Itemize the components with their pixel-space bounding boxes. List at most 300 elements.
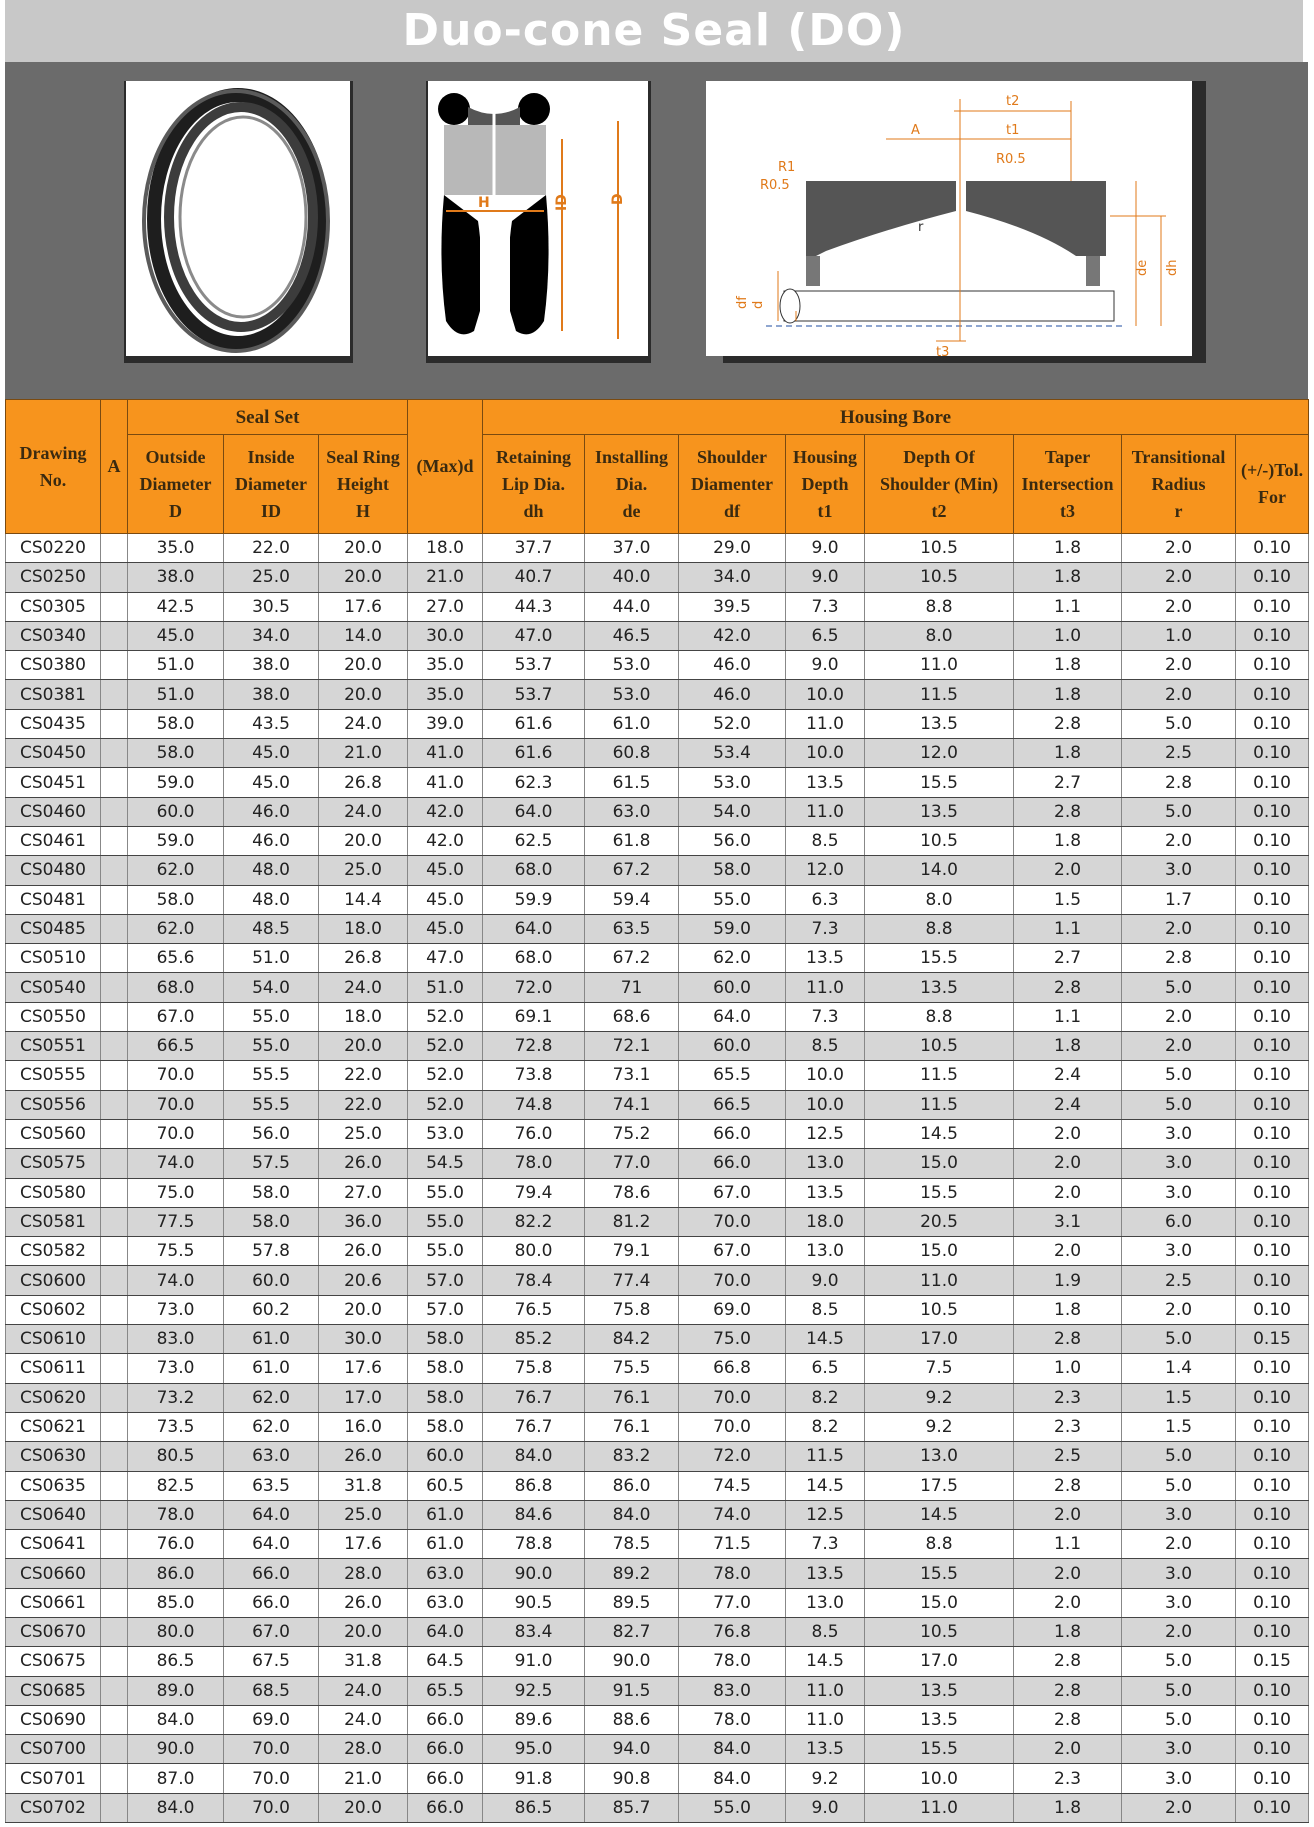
cell-shoulder-diameter: 62.0 [679,944,786,973]
cell-outside-diameter: 84.0 [128,1705,224,1734]
cell-drawing-no: CS0685 [6,1676,101,1705]
label-df: df [735,296,750,309]
cell-drawing-no: CS0581 [6,1207,101,1236]
cell-transitional-radius: 3.0 [1122,1119,1236,1148]
cell-seal-ring-height: 31.8 [319,1471,408,1500]
cell-a [101,739,128,768]
cell-max-d: 58.0 [408,1354,483,1383]
cell-outside-diameter: 78.0 [128,1500,224,1529]
cell-installing-dia: 37.0 [585,534,679,563]
table-row [6,1119,1309,1148]
cell-tolerance: 0.10 [1236,885,1309,914]
cell-tolerance: 0.10 [1236,1119,1309,1148]
cell-depth-of-shoulder: 14.0 [865,856,1014,885]
cell-a [101,1442,128,1471]
cell-taper-intersection: 2.0 [1014,1735,1122,1764]
table-row [6,768,1309,797]
cell-shoulder-diameter: 46.0 [679,651,786,680]
table-row [6,739,1309,768]
cell-a [101,1090,128,1119]
cell-housing-depth: 13.0 [786,1588,865,1617]
cell-drawing-no: CS0641 [6,1530,101,1559]
cell-max-d: 60.5 [408,1471,483,1500]
cell-a [101,1207,128,1236]
cell-shoulder-diameter: 69.0 [679,1295,786,1324]
cell-max-d: 52.0 [408,1090,483,1119]
cell-housing-depth: 9.0 [786,534,865,563]
cell-transitional-radius: 3.0 [1122,1588,1236,1617]
cell-installing-dia: 67.2 [585,944,679,973]
cell-tolerance: 0.10 [1236,1002,1309,1031]
cell-tolerance: 0.15 [1236,1325,1309,1354]
table-row [6,1793,1309,1822]
cell-inside-diameter: 66.0 [224,1588,319,1617]
cell-transitional-radius: 2.0 [1122,1793,1236,1822]
cell-transitional-radius: 3.0 [1122,1764,1236,1793]
cell-taper-intersection: 2.0 [1014,1588,1122,1617]
cell-installing-dia: 53.0 [585,651,679,680]
cell-installing-dia: 89.5 [585,1588,679,1617]
cell-inside-diameter: 45.0 [224,739,319,768]
cell-depth-of-shoulder: 10.5 [865,826,1014,855]
cell-shoulder-diameter: 70.0 [679,1207,786,1236]
cell-inside-diameter: 55.0 [224,1002,319,1031]
cell-a [101,1266,128,1295]
cell-retaining-lip-dia: 78.4 [483,1266,585,1295]
cell-max-d: 63.0 [408,1588,483,1617]
cell-outside-diameter: 51.0 [128,651,224,680]
cell-max-d: 51.0 [408,973,483,1002]
cell-seal-ring-height: 24.0 [319,1676,408,1705]
cell-installing-dia: 63.5 [585,914,679,943]
cell-shoulder-diameter: 59.0 [679,914,786,943]
cell-installing-dia: 72.1 [585,1032,679,1061]
cell-seal-ring-height: 30.0 [319,1325,408,1354]
cell-shoulder-diameter: 74.0 [679,1500,786,1529]
cell-shoulder-diameter: 77.0 [679,1588,786,1617]
cell-depth-of-shoulder: 10.5 [865,534,1014,563]
cell-housing-depth: 9.0 [786,563,865,592]
cell-outside-diameter: 80.5 [128,1442,224,1471]
cell-outside-diameter: 74.0 [128,1266,224,1295]
cell-shoulder-diameter: 70.0 [679,1383,786,1412]
cell-max-d: 42.0 [408,797,483,826]
cell-a [101,680,128,709]
table-row [6,1676,1309,1705]
cell-max-d: 66.0 [408,1735,483,1764]
cell-outside-diameter: 87.0 [128,1764,224,1793]
cell-tolerance: 0.10 [1236,739,1309,768]
cell-depth-of-shoulder: 7.5 [865,1354,1014,1383]
cell-max-d: 66.0 [408,1764,483,1793]
cell-max-d: 35.0 [408,651,483,680]
cell-transitional-radius: 3.0 [1122,856,1236,885]
cell-depth-of-shoulder: 14.5 [865,1500,1014,1529]
cell-taper-intersection: 1.8 [1014,826,1122,855]
cell-outside-diameter: 75.0 [128,1178,224,1207]
cell-shoulder-diameter: 29.0 [679,534,786,563]
cell-installing-dia: 75.8 [585,1295,679,1324]
cell-inside-diameter: 64.0 [224,1530,319,1559]
cell-retaining-lip-dia: 83.4 [483,1617,585,1646]
cell-housing-depth: 7.3 [786,1002,865,1031]
cell-housing-depth: 13.5 [786,1559,865,1588]
cell-seal-ring-height: 24.0 [319,709,408,738]
table-row [6,1178,1309,1207]
cell-transitional-radius: 1.0 [1122,621,1236,650]
cell-installing-dia: 75.2 [585,1119,679,1148]
image-band [5,62,1308,399]
cell-retaining-lip-dia: 76.5 [483,1295,585,1324]
cell-tolerance: 0.10 [1236,680,1309,709]
label-t1: t1 [1006,123,1020,138]
cell-transitional-radius: 2.5 [1122,739,1236,768]
cell-inside-diameter: 57.8 [224,1237,319,1266]
cell-housing-depth: 13.5 [786,1735,865,1764]
cell-tolerance: 0.10 [1236,1500,1309,1529]
table-row [6,1061,1309,1090]
cell-outside-diameter: 59.0 [128,768,224,797]
cell-drawing-no: CS0610 [6,1325,101,1354]
cell-housing-depth: 14.5 [786,1647,865,1676]
cell-depth-of-shoulder: 14.5 [865,1119,1014,1148]
cell-depth-of-shoulder: 20.5 [865,1207,1014,1236]
header-retaining-lip-dia: Retaining Lip Dia. dh [483,435,585,534]
cell-transitional-radius: 3.0 [1122,1735,1236,1764]
cell-a [101,944,128,973]
cell-housing-depth: 14.5 [786,1325,865,1354]
cell-transitional-radius: 2.0 [1122,680,1236,709]
cell-max-d: 63.0 [408,1559,483,1588]
table-row [6,592,1309,621]
cell-shoulder-diameter: 54.0 [679,797,786,826]
cell-drawing-no: CS0611 [6,1354,101,1383]
table-row [6,1237,1309,1266]
cell-drawing-no: CS0635 [6,1471,101,1500]
cell-transitional-radius: 2.0 [1122,1002,1236,1031]
cell-taper-intersection: 1.8 [1014,680,1122,709]
cell-seal-ring-height: 28.0 [319,1559,408,1588]
cell-depth-of-shoulder: 10.0 [865,1764,1014,1793]
cell-retaining-lip-dia: 53.7 [483,651,585,680]
cell-housing-depth: 8.2 [786,1383,865,1412]
cell-installing-dia: 61.8 [585,826,679,855]
cell-max-d: 52.0 [408,1002,483,1031]
cell-max-d: 58.0 [408,1383,483,1412]
cell-taper-intersection: 2.8 [1014,973,1122,1002]
cell-housing-depth: 9.0 [786,1266,865,1295]
cell-outside-diameter: 35.0 [128,534,224,563]
table-row [6,1500,1309,1529]
cell-tolerance: 0.10 [1236,1354,1309,1383]
cell-max-d: 61.0 [408,1500,483,1529]
cell-transitional-radius: 2.5 [1122,1266,1236,1295]
cell-shoulder-diameter: 66.8 [679,1354,786,1383]
table-row [6,1032,1309,1061]
cell-retaining-lip-dia: 92.5 [483,1676,585,1705]
cell-taper-intersection: 2.3 [1014,1412,1122,1441]
cell-shoulder-diameter: 71.5 [679,1530,786,1559]
cell-taper-intersection: 1.8 [1014,739,1122,768]
cell-max-d: 45.0 [408,914,483,943]
cell-retaining-lip-dia: 62.5 [483,826,585,855]
cell-tolerance: 0.10 [1236,826,1309,855]
cell-a [101,534,128,563]
cell-max-d: 55.0 [408,1178,483,1207]
cell-taper-intersection: 3.1 [1014,1207,1122,1236]
cell-seal-ring-height: 20.0 [319,534,408,563]
cell-housing-depth: 7.3 [786,1530,865,1559]
cell-transitional-radius: 5.0 [1122,1090,1236,1119]
header-housing-depth: Housing Depth t1 [786,435,865,534]
table-row [6,1383,1309,1412]
cell-inside-diameter: 56.0 [224,1119,319,1148]
cell-shoulder-diameter: 66.0 [679,1149,786,1178]
cell-depth-of-shoulder: 10.5 [865,1032,1014,1061]
cell-depth-of-shoulder: 13.5 [865,973,1014,1002]
cell-installing-dia: 63.0 [585,797,679,826]
cell-retaining-lip-dia: 64.0 [483,797,585,826]
cell-outside-diameter: 62.0 [128,856,224,885]
cell-a [101,1119,128,1148]
cell-seal-ring-height: 14.4 [319,885,408,914]
cell-a [101,885,128,914]
cell-housing-depth: 11.0 [786,1705,865,1734]
cell-drawing-no: CS0380 [6,651,101,680]
cell-installing-dia: 86.0 [585,1471,679,1500]
cell-tolerance: 0.10 [1236,709,1309,738]
cell-tolerance: 0.10 [1236,1061,1309,1090]
cell-inside-diameter: 68.5 [224,1676,319,1705]
cell-a [101,1002,128,1031]
cell-a [101,1383,128,1412]
cell-shoulder-diameter: 78.0 [679,1705,786,1734]
table-row [6,1617,1309,1646]
cell-shoulder-diameter: 58.0 [679,856,786,885]
cell-drawing-no: CS0435 [6,709,101,738]
cell-transitional-radius: 3.0 [1122,1500,1236,1529]
cell-installing-dia: 60.8 [585,739,679,768]
cell-taper-intersection: 2.0 [1014,856,1122,885]
cell-housing-depth: 11.0 [786,797,865,826]
cell-seal-ring-height: 16.0 [319,1412,408,1441]
cell-transitional-radius: 2.0 [1122,534,1236,563]
cell-outside-diameter: 73.0 [128,1354,224,1383]
cell-drawing-no: CS0702 [6,1793,101,1822]
cell-a [101,563,128,592]
cell-transitional-radius: 2.0 [1122,1295,1236,1324]
cell-max-d: 39.0 [408,709,483,738]
cell-taper-intersection: 2.3 [1014,1764,1122,1793]
cell-tolerance: 0.10 [1236,1735,1309,1764]
cell-depth-of-shoulder: 15.5 [865,1178,1014,1207]
cell-drawing-no: CS0460 [6,797,101,826]
cell-retaining-lip-dia: 85.2 [483,1325,585,1354]
cell-tolerance: 0.10 [1236,1793,1309,1822]
cell-retaining-lip-dia: 72.8 [483,1032,585,1061]
cell-outside-diameter: 83.0 [128,1325,224,1354]
cell-depth-of-shoulder: 13.5 [865,1705,1014,1734]
cell-retaining-lip-dia: 69.1 [483,1002,585,1031]
cell-shoulder-diameter: 39.5 [679,592,786,621]
cell-installing-dia: 53.0 [585,680,679,709]
cell-installing-dia: 46.5 [585,621,679,650]
cell-seal-ring-height: 18.0 [319,1002,408,1031]
cell-shoulder-diameter: 64.0 [679,1002,786,1031]
header-outside-diameter: Outside Diameter D [128,435,224,534]
cell-depth-of-shoulder: 13.0 [865,1442,1014,1471]
cell-inside-diameter: 58.0 [224,1207,319,1236]
label-de: de [1135,259,1150,276]
cell-installing-dia: 68.6 [585,1002,679,1031]
cell-inside-diameter: 63.0 [224,1442,319,1471]
cell-installing-dia: 84.2 [585,1325,679,1354]
cell-drawing-no: CS0220 [6,534,101,563]
cell-outside-diameter: 67.0 [128,1002,224,1031]
cell-outside-diameter: 58.0 [128,885,224,914]
cell-transitional-radius: 5.0 [1122,1705,1236,1734]
cell-depth-of-shoulder: 11.5 [865,680,1014,709]
cell-inside-diameter: 38.0 [224,651,319,680]
cell-a [101,1793,128,1822]
cell-tolerance: 0.10 [1236,1090,1309,1119]
cell-drawing-no: CS0550 [6,1002,101,1031]
cell-shoulder-diameter: 70.0 [679,1412,786,1441]
table-row [6,826,1309,855]
cell-drawing-no: CS0575 [6,1149,101,1178]
cell-drawing-no: CS0250 [6,563,101,592]
cell-taper-intersection: 1.8 [1014,1793,1122,1822]
cell-housing-depth: 7.3 [786,914,865,943]
label-id: ID [554,194,570,211]
label-h: H [478,195,490,211]
cell-depth-of-shoulder: 11.0 [865,1266,1014,1295]
cell-max-d: 18.0 [408,534,483,563]
cell-transitional-radius: 2.8 [1122,768,1236,797]
cell-inside-diameter: 55.5 [224,1090,319,1119]
cell-housing-depth: 10.0 [786,739,865,768]
cell-installing-dia: 81.2 [585,1207,679,1236]
cell-tolerance: 0.10 [1236,1178,1309,1207]
cell-max-d: 58.0 [408,1325,483,1354]
cell-tolerance: 0.10 [1236,1764,1309,1793]
cell-installing-dia: 94.0 [585,1735,679,1764]
cell-taper-intersection: 1.0 [1014,621,1122,650]
cell-outside-diameter: 86.5 [128,1647,224,1676]
cell-shoulder-diameter: 67.0 [679,1237,786,1266]
cell-depth-of-shoulder: 9.2 [865,1412,1014,1441]
cell-installing-dia: 61.5 [585,768,679,797]
cell-seal-ring-height: 20.0 [319,563,408,592]
header-inside-diameter: Inside Diameter ID [224,435,319,534]
cell-taper-intersection: 1.8 [1014,563,1122,592]
cell-shoulder-diameter: 52.0 [679,709,786,738]
cell-housing-depth: 12.0 [786,856,865,885]
cell-tolerance: 0.10 [1236,1617,1309,1646]
cell-max-d: 64.5 [408,1647,483,1676]
cell-shoulder-diameter: 55.0 [679,1793,786,1822]
cell-taper-intersection: 1.8 [1014,1295,1122,1324]
cell-taper-intersection: 1.1 [1014,1530,1122,1559]
label-r1: R1 [778,160,796,175]
cell-taper-intersection: 2.0 [1014,1559,1122,1588]
cell-installing-dia: 91.5 [585,1676,679,1705]
cell-retaining-lip-dia: 78.8 [483,1530,585,1559]
cell-installing-dia: 75.5 [585,1354,679,1383]
cell-retaining-lip-dia: 59.9 [483,885,585,914]
table-row [6,914,1309,943]
cell-tolerance: 0.10 [1236,973,1309,1002]
cell-a [101,651,128,680]
cell-max-d: 55.0 [408,1237,483,1266]
cell-shoulder-diameter: 65.5 [679,1061,786,1090]
cell-taper-intersection: 2.5 [1014,1442,1122,1471]
cell-taper-intersection: 2.0 [1014,1178,1122,1207]
cell-seal-ring-height: 36.0 [319,1207,408,1236]
cell-inside-diameter: 43.5 [224,709,319,738]
cell-outside-diameter: 51.0 [128,680,224,709]
cell-installing-dia: 59.4 [585,885,679,914]
cell-housing-depth: 11.0 [786,1676,865,1705]
table-row [6,856,1309,885]
cell-transitional-radius: 1.7 [1122,885,1236,914]
table-row [6,944,1309,973]
cell-retaining-lip-dia: 84.6 [483,1500,585,1529]
cell-outside-diameter: 77.5 [128,1207,224,1236]
cell-retaining-lip-dia: 86.5 [483,1793,585,1822]
header-seal-set: Seal Set [128,400,408,435]
table-row [6,1705,1309,1734]
cell-taper-intersection: 2.8 [1014,797,1122,826]
cell-shoulder-diameter: 70.0 [679,1266,786,1295]
cell-tolerance: 0.10 [1236,1412,1309,1441]
cell-depth-of-shoulder: 8.8 [865,592,1014,621]
cell-installing-dia: 78.6 [585,1178,679,1207]
table-row [6,651,1309,680]
cell-transitional-radius: 2.8 [1122,944,1236,973]
cell-drawing-no: CS0640 [6,1500,101,1529]
cell-seal-ring-height: 28.0 [319,1735,408,1764]
cell-outside-diameter: 73.5 [128,1412,224,1441]
cell-max-d: 52.0 [408,1032,483,1061]
cell-transitional-radius: 5.0 [1122,973,1236,1002]
cell-drawing-no: CS0340 [6,621,101,650]
cell-transitional-radius: 1.5 [1122,1412,1236,1441]
cell-installing-dia: 77.4 [585,1266,679,1295]
cell-seal-ring-height: 20.0 [319,651,408,680]
cell-a [101,1647,128,1676]
cell-housing-depth: 8.5 [786,1617,865,1646]
cell-drawing-no: CS0582 [6,1237,101,1266]
cell-installing-dia: 88.6 [585,1705,679,1734]
cell-seal-ring-height: 17.6 [319,1354,408,1383]
cell-retaining-lip-dia: 80.0 [483,1237,585,1266]
cell-taper-intersection: 2.4 [1014,1090,1122,1119]
cell-housing-depth: 6.5 [786,621,865,650]
cell-drawing-no: CS0700 [6,1735,101,1764]
cell-a [101,1588,128,1617]
header-taper-intersection: Taper Intersection t3 [1014,435,1122,534]
cell-depth-of-shoulder: 13.5 [865,1676,1014,1705]
cell-a [101,1764,128,1793]
cell-tolerance: 0.10 [1236,1442,1309,1471]
cell-shoulder-diameter: 76.8 [679,1617,786,1646]
cell-tolerance: 0.10 [1236,1530,1309,1559]
cell-housing-depth: 8.5 [786,1295,865,1324]
cell-taper-intersection: 2.7 [1014,768,1122,797]
cell-retaining-lip-dia: 76.0 [483,1119,585,1148]
cell-taper-intersection: 2.4 [1014,1061,1122,1090]
